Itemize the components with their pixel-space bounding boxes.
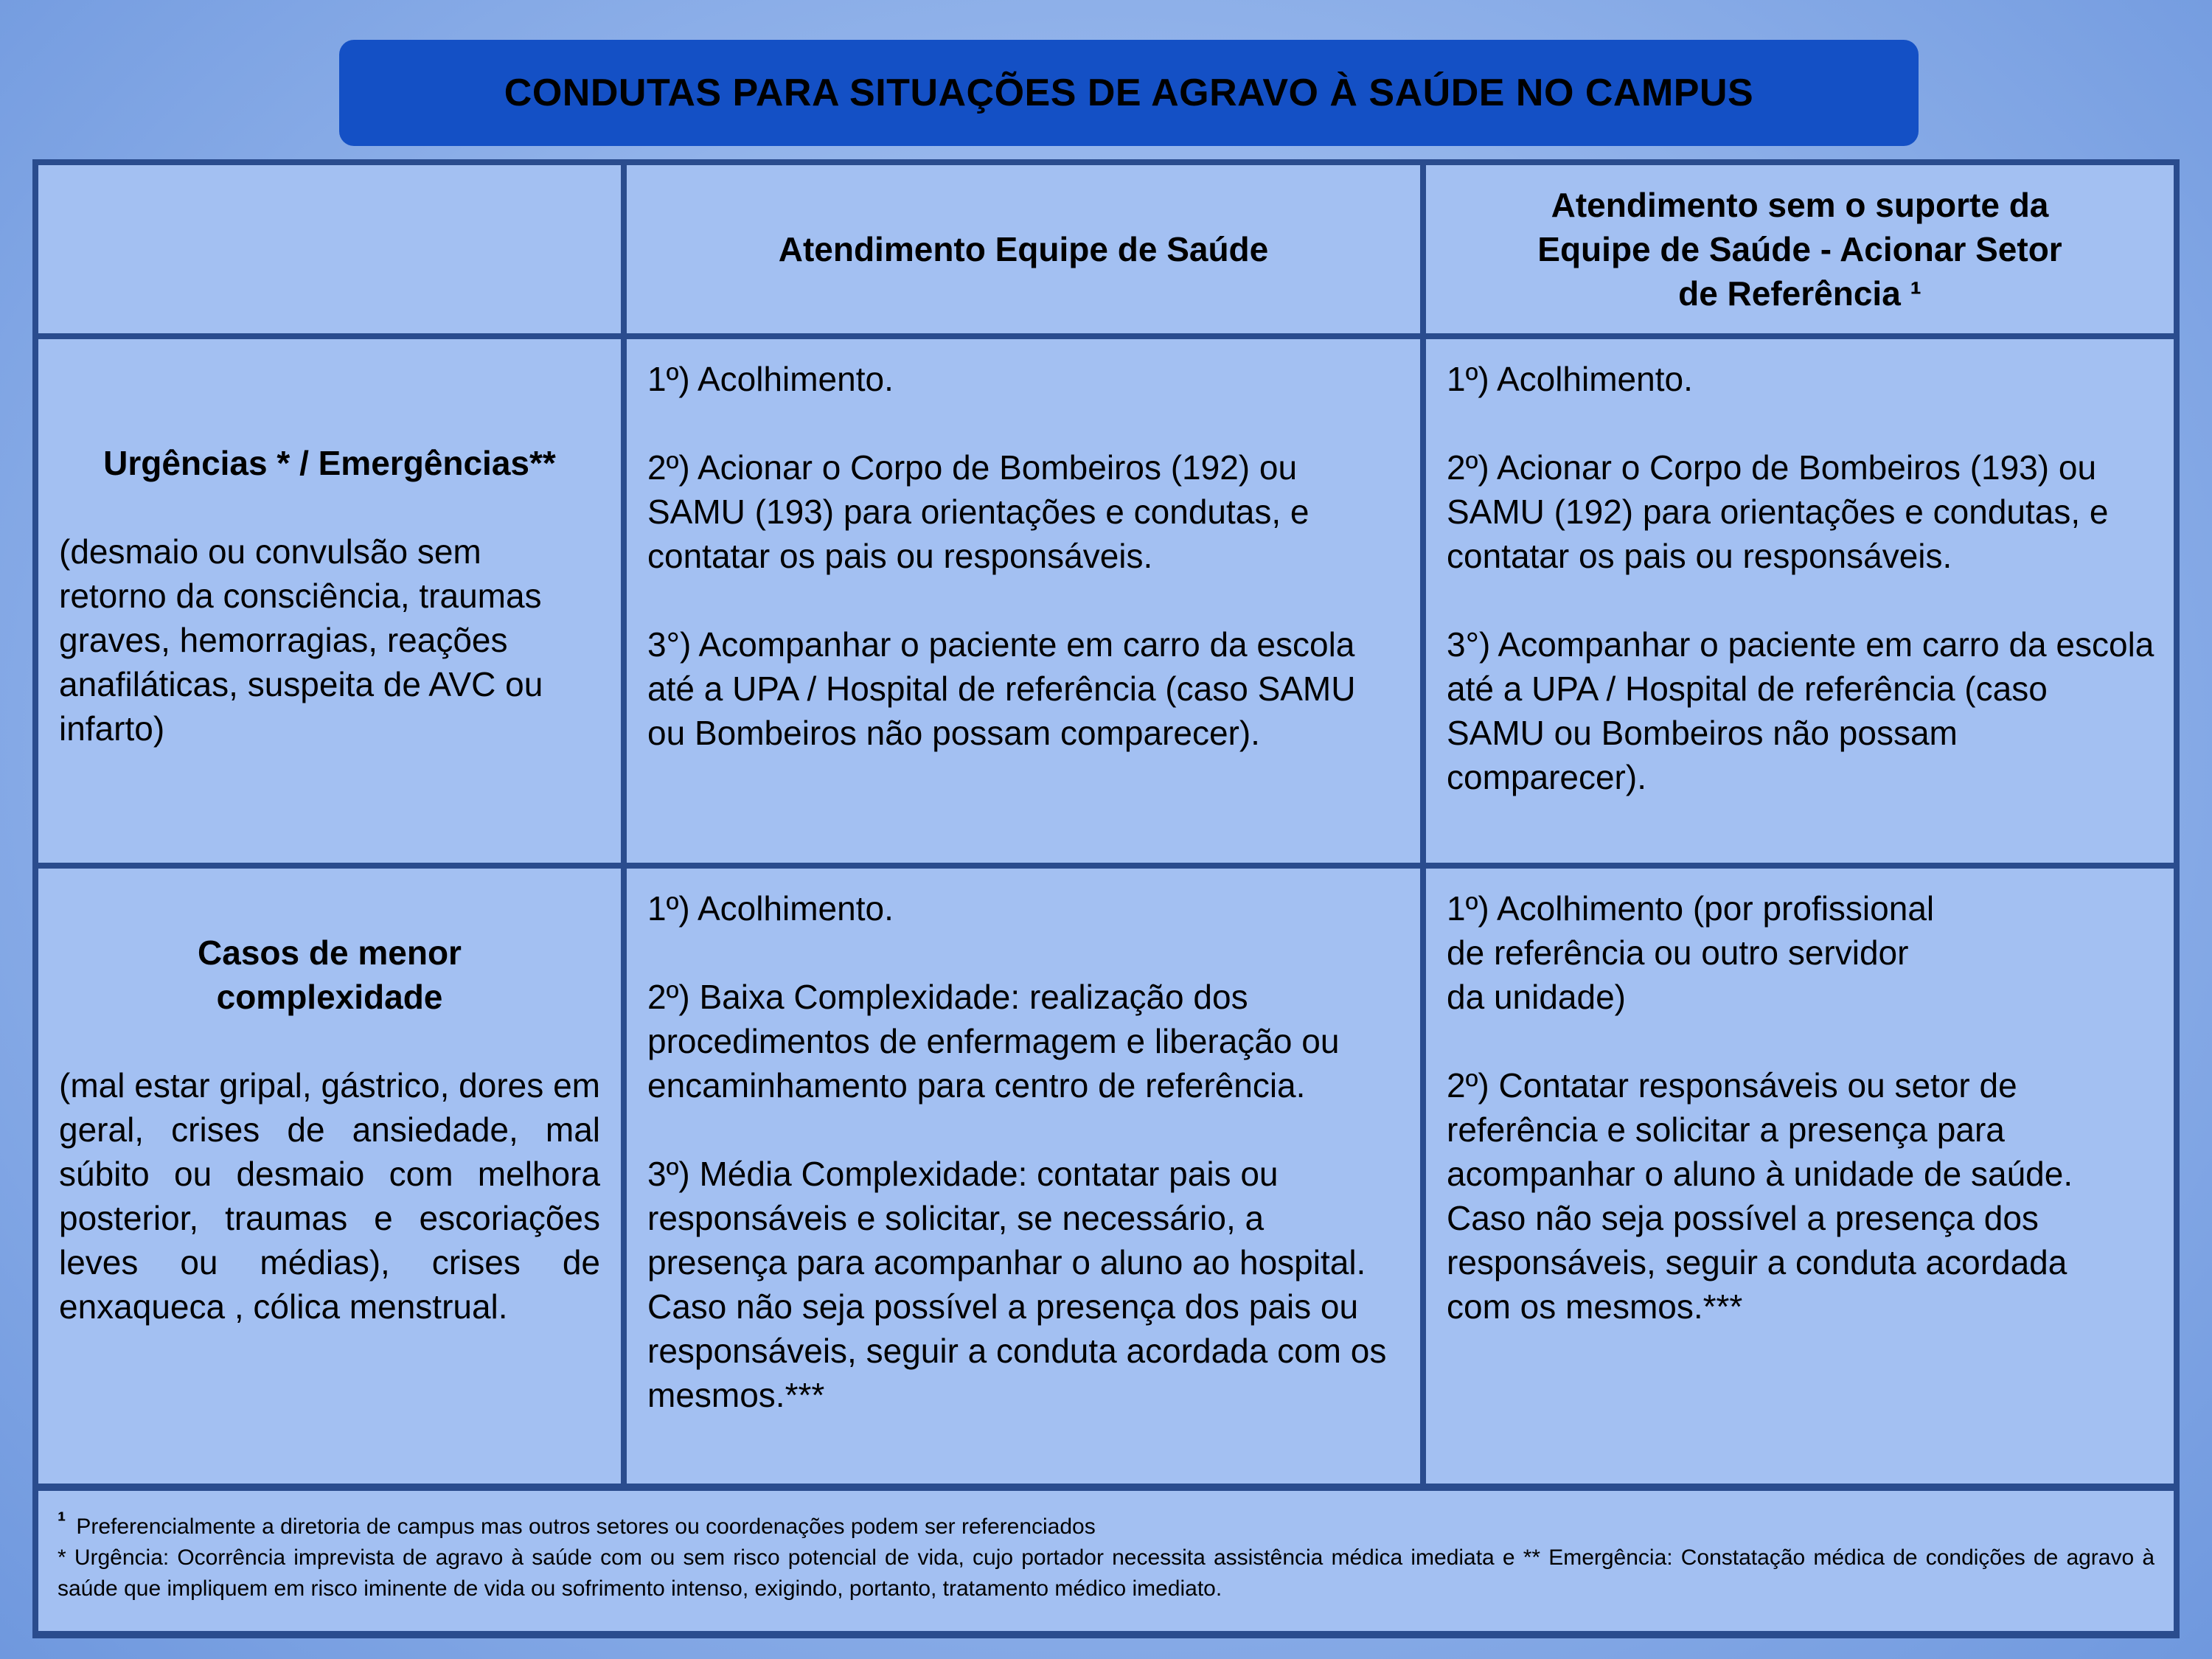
step-3: 3°) Acompanhar o paciente em carro da escola até a UPA / Hospital de referência (caso SAMU ou Bombeiros não possam comparecer). (1447, 625, 2154, 796)
header-col3-line2: Equipe de Saúde - Acionar Setor (1537, 230, 2062, 268)
step-1: 1º) Acolhimento. (647, 889, 894, 928)
footnote-2: * Urgência: Ocorrência imprevista de agravo à saúde com ou sem risco potencial de vida, cujo portador necessita assistência médica imediata e ** Emergência: Constatação médica de condições de agravo à saúde que impliquem em risco iminente de vida ou sofrimento intenso, exigindo, portanto, tratamento médico imediato. (58, 1545, 2154, 1601)
page-title: CONDUTAS PARA SITUAÇÕES DE AGRAVO À SAÚDE NO CAMPUS (504, 72, 1754, 114)
row1-title: Urgências * / Emergências** (103, 444, 556, 482)
row2-title: Casos de menor complexidade (198, 933, 462, 1016)
row1-health-team-steps (627, 339, 1420, 863)
step-2: 2º) Baixa Complexidade: realização dos procedimentos de enfermagem e liberação ou encaminhamento para centro de referência. (647, 978, 1340, 1105)
header-col2-label: Atendimento Equipe de Saúde (778, 230, 1269, 268)
step-2: 2º) Contatar responsáveis ou setor de referência e solicitar a presença para acompanhar o aluno à unidade de saúde. Caso não seja possível a presença dos responsáveis, seguir a conduta acordada com os mesmos.*** (1447, 1066, 2073, 1326)
step-2: 2º) Acionar o Corpo de Bombeiros (193) ou SAMU (192) para orientações e condutas, e contatar os pais ou responsáveis. (1447, 448, 2109, 575)
header-empty-cell (38, 165, 621, 333)
header-no-health-team (1426, 165, 2174, 333)
step-1: 1º) Acolhimento (por profissional de referência ou outro servidor da unidade) (1447, 889, 1935, 1016)
footnotes (38, 1491, 2174, 1631)
row2-description: (mal estar gripal, gástrico, dores em geral, crises de ansiedade, mal súbito ou desmaio com melhora posterior, traumas e escoriações leves ou médias), crises de enxaqueca , cólica menstrual. (59, 1066, 600, 1326)
row1-reference-steps (1426, 339, 2174, 863)
step-1: 1º) Acolhimento. (1447, 360, 1693, 398)
row1-description: (desmaio ou convulsão sem retorno da consciência, traumas graves, hemorragias, reações anafiláticas, suspeita de AVC ou infarto) (59, 532, 543, 748)
footnote-1-marker: ¹ (58, 1507, 66, 1535)
step-2: 2º) Acionar o Corpo de Bombeiros (192) ou SAMU (193) para orientações e condutas, e contatar os pais ou responsáveis. (647, 448, 1310, 575)
row2-health-team-steps (627, 869, 1420, 1484)
header-col3-line1: Atendimento sem o suporte da (1551, 186, 2049, 224)
step-1: 1º) Acolhimento. (647, 360, 894, 398)
footnote-1 (58, 1506, 2154, 1543)
conduct-table (32, 159, 2180, 1484)
title-banner (339, 40, 1919, 146)
footnote-1-text: Preferencialmente a diretoria de campus mas outros setores ou coordenações podem ser referenciados (76, 1514, 1096, 1539)
row-label-menor-complexidade (38, 869, 621, 1484)
row2-reference-steps (1426, 869, 2174, 1484)
header-health-team (627, 165, 1420, 333)
header-col3-line3: de Referência ¹ (1678, 274, 1921, 313)
row-label-urgencias (38, 339, 621, 863)
step-3: 3°) Acompanhar o paciente em carro da escola até a UPA / Hospital de referência (caso SAMU ou Bombeiros não possam comparecer). (647, 625, 1356, 752)
step-3: 3º) Média Complexidade: contatar pais ou responsáveis e solicitar, se necessário, a presença para acompanhar o aluno ao hospital. Caso não seja possível a presença dos pais ou responsáveis, seguir a conduta acordada com os mesmos.*** (647, 1155, 1387, 1414)
